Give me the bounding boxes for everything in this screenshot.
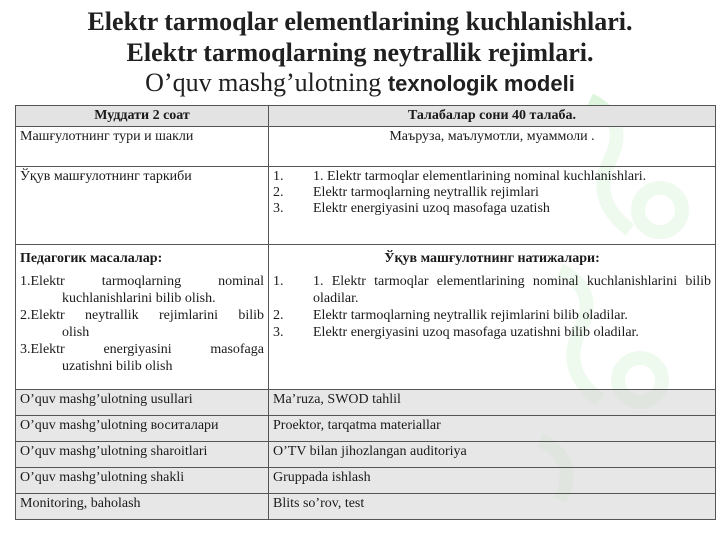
list-item: 2. Elektr tarmoqlarning neytrallik rejimlarini bilib oladilar. — [273, 308, 628, 323]
pedagogic-tasks-cell — [16, 245, 269, 390]
title-line-3-sans: texnologik modeli — [387, 71, 575, 96]
table-row — [16, 167, 716, 245]
students-header: Талабалар сони 40 талаба. — [269, 106, 716, 127]
row-label-type: Машғулотнинг тури и шакли — [16, 127, 269, 167]
table-row — [16, 494, 716, 520]
title-line-3-serif: O’quv mashg’ulotning — [145, 68, 382, 97]
table-row — [16, 468, 716, 494]
row-value-monitoring: Blits so’rov, test — [269, 494, 716, 520]
technology-model-table — [15, 105, 716, 520]
table-row — [16, 127, 716, 167]
title-line-1: Elektr tarmoqlar elementlarining kuchlanishlari. — [87, 7, 633, 36]
list-item: 3.Elektr energiyasini masofaga uzatishni bilib olish — [20, 342, 264, 374]
list-item: 2. Elektr tarmoqlarning neytrallik rejimlari — [273, 185, 539, 200]
list-item: 3. Elektr energiyasini uzoq masofaga uzatishni bilib oladilar. — [273, 325, 639, 340]
list-item: 1. 1. Elektr tarmoqlar elementlarining nominal kuchlanishlari. — [273, 169, 647, 184]
list-item: 1.Elektr tarmoqlarning nominal kuchlanishlarini bilib olish. — [20, 274, 264, 306]
row-label-monitoring: Monitoring, baholash — [16, 494, 269, 520]
row-label-methods: O’quv mashg’ulotning usullari — [16, 390, 269, 416]
table-row — [16, 390, 716, 416]
list-item: 3. Elektr energiyasini uzoq masofaga uzatish — [273, 201, 550, 216]
title-line-3 — [0, 68, 720, 99]
table-header-row — [16, 106, 716, 127]
table-row — [16, 416, 716, 442]
row-label-conditions: O’quv mashg’ulotning sharoitlari — [16, 442, 269, 468]
list-item: 2.Elektr neytrallik rejimlarini bilib olish — [20, 308, 264, 340]
table-row — [16, 442, 716, 468]
learning-results-cell — [269, 245, 716, 390]
duration-header: Муддати 2 соат — [16, 106, 269, 127]
row-value-tools: Proektor, tarqatma materiallar — [269, 416, 716, 442]
row-label-content: Ўқув машғулотнинг таркиби — [16, 167, 269, 245]
row-value-conditions: O’TV bilan jihozlangan auditoriya — [269, 442, 716, 468]
pedagogic-tasks-title: Педагогик масалалар: — [20, 251, 163, 266]
table-row — [16, 245, 716, 390]
row-value-type: Маъруза, маълумотли, муаммоли . — [269, 127, 716, 167]
row-value-methods: Ma’ruza, SWOD tahlil — [269, 390, 716, 416]
page-title — [0, 6, 720, 99]
row-value-form: Gruppada ishlash — [269, 468, 716, 494]
row-value-content — [269, 167, 716, 245]
row-label-form: O’quv mashg’ulotning shakli — [16, 468, 269, 494]
title-line-2: Elektr tarmoqlarning neytrallik rejimlari. — [126, 38, 594, 67]
row-label-tools: O’quv mashg’ulotning воситалари — [16, 416, 269, 442]
learning-results-title: Ўқув машғулотнинг натижалари: — [384, 251, 600, 266]
list-item: 1. 1. Elektr tarmoqlar elementlarining nominal kuchlanishlarini bilib oladilar. — [273, 274, 711, 306]
